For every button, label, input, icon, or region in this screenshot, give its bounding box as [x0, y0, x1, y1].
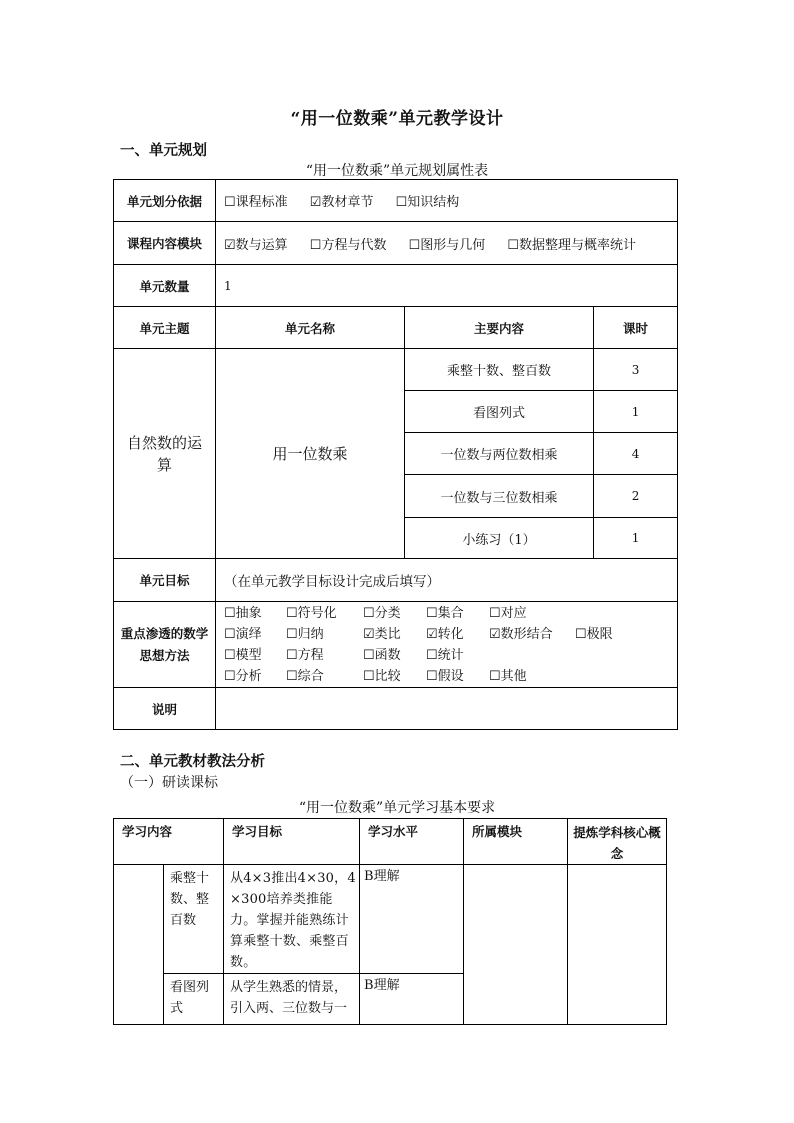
- section-heading-analysis: 二、单元教材教法分析: [120, 753, 265, 770]
- hours-cell: 1: [594, 391, 678, 433]
- table-row: [114, 559, 678, 602]
- unit-name: 用一位数乘: [216, 349, 405, 559]
- header-learning-level: 学习水平: [360, 819, 464, 865]
- table-caption-requirements: “用一位数乘”单元学习基本要求: [298, 800, 496, 816]
- method-option[interactable]: ☐抽象: [224, 605, 262, 621]
- table-row: [114, 688, 678, 730]
- table-row: [114, 865, 667, 974]
- method-option[interactable]: ☐函数: [363, 647, 401, 663]
- method-option[interactable]: ☐方程: [286, 647, 324, 663]
- unit-planning-table: [113, 179, 678, 730]
- hours-cell: 2: [594, 475, 678, 518]
- note-label: 说明: [114, 688, 216, 730]
- table-row: [114, 180, 678, 222]
- note-value[interactable]: [216, 688, 678, 730]
- basis-options: [216, 180, 678, 222]
- hours-cell: 3: [594, 349, 678, 391]
- page-title: “用一位数乘”单元教学设计: [290, 109, 504, 129]
- header-module: 所属模块: [464, 819, 568, 865]
- content-cell: 一位数与两位数相乘: [405, 433, 594, 475]
- count-label: 单元数量: [114, 265, 216, 307]
- goal-cell: 从学生熟悉的情景，引入两、三位数与一: [224, 974, 360, 1025]
- basis-option-chapter[interactable]: ☑教材章节: [309, 195, 374, 210]
- methods-row: [224, 645, 677, 666]
- header-theme: 单元主题: [114, 307, 216, 349]
- header-core-concept: 提炼学科核心概念: [568, 819, 667, 865]
- methods-grid: [216, 602, 678, 688]
- table-header-row: [114, 819, 667, 865]
- method-option[interactable]: ☐分类: [363, 605, 401, 621]
- method-option[interactable]: ☐演绎: [224, 626, 262, 642]
- basis-option-structure[interactable]: ☐知识结构: [395, 195, 460, 210]
- table-header-row: [114, 307, 678, 349]
- count-value: 1: [216, 265, 678, 307]
- level-cell: B理解: [360, 974, 464, 1025]
- methods-row: [224, 603, 677, 624]
- basis-option-standard[interactable]: ☐课程标准: [224, 195, 288, 210]
- level-cell: B理解: [360, 865, 464, 974]
- section-heading-planning: 一、单元规划: [120, 142, 207, 159]
- table-caption-planning: “用一位数乘”单元规划属性表: [305, 163, 489, 179]
- method-option[interactable]: ☐分析: [224, 668, 262, 684]
- methods-label: 重点渗透的数学思想方法: [114, 602, 216, 688]
- method-option[interactable]: ☐极限: [575, 626, 613, 642]
- concept-cell: [568, 865, 667, 1025]
- header-learning-content: 学习内容: [114, 819, 224, 865]
- method-option[interactable]: ☑数形结合: [489, 626, 553, 642]
- method-option[interactable]: ☐其他: [489, 668, 527, 684]
- header-main-content: 主要内容: [405, 307, 594, 349]
- table-row: [114, 349, 678, 391]
- module-option-geometry[interactable]: ☐图形与几何: [408, 237, 486, 253]
- header-learning-goal: 学习目标: [224, 819, 360, 865]
- module-option-statistics[interactable]: ☐数据整理与概率统计: [507, 237, 637, 253]
- content-group-cell: [114, 865, 164, 1025]
- method-option[interactable]: ☐统计: [426, 647, 464, 663]
- module-option-equation[interactable]: ☐方程与代数: [309, 237, 387, 253]
- methods-row: [224, 666, 677, 687]
- module-options: [216, 222, 678, 265]
- basis-label: 单元划分依据: [114, 180, 216, 222]
- methods-row: [224, 624, 677, 645]
- method-option[interactable]: ☑转化: [426, 626, 464, 642]
- method-option[interactable]: ☐综合: [286, 668, 324, 684]
- content-cell: 小练习（1）: [405, 518, 594, 559]
- content-cell: 看图列式: [405, 391, 594, 433]
- method-option[interactable]: ☐归纳: [286, 626, 324, 642]
- method-option[interactable]: ☐比较: [363, 668, 401, 684]
- hours-cell: 4: [594, 433, 678, 475]
- header-hours: 课时: [594, 307, 678, 349]
- goal-label: 单元目标: [114, 559, 216, 602]
- module-label: 课程内容模块: [114, 222, 216, 265]
- learning-requirements-table: [113, 818, 667, 1025]
- module-cell: [464, 865, 568, 1025]
- topic-cell: 看图列式: [164, 974, 224, 1025]
- hours-cell: 1: [594, 518, 678, 559]
- method-option[interactable]: ☐集合: [426, 605, 464, 621]
- method-option[interactable]: ☐符号化: [286, 605, 337, 621]
- content-cell: 乘整十数、整百数: [405, 349, 594, 391]
- topic-cell: 乘整十数、整百数: [164, 865, 224, 974]
- table-row: [114, 265, 678, 307]
- method-option[interactable]: ☐模型: [224, 647, 262, 663]
- goal-value: （在单元教学目标设计完成后填写）: [216, 559, 678, 602]
- header-unit-name: 单元名称: [216, 307, 405, 349]
- table-row: [114, 222, 678, 265]
- method-option[interactable]: ☐对应: [489, 605, 527, 621]
- unit-theme: 自然数的运算: [114, 349, 216, 559]
- subsection-heading: （一）研读课标: [120, 775, 218, 791]
- module-option-number[interactable]: ☑数与运算: [224, 237, 288, 253]
- method-option[interactable]: ☐假设: [426, 668, 464, 684]
- method-option[interactable]: ☑类比: [363, 626, 401, 642]
- goal-cell: 从4×3推出4×30，4×300培养类推能力。掌握并能熟练计算乘整十数、乘整百数。: [224, 865, 360, 974]
- table-row: [114, 602, 678, 688]
- content-cell: 一位数与三位数相乘: [405, 475, 594, 518]
